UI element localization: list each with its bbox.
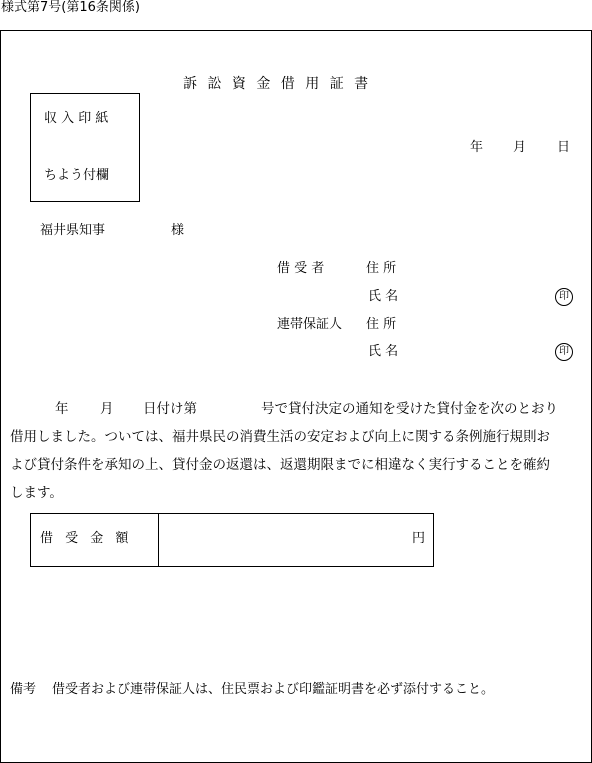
form-number-header: 様式第7号(第16条関係) xyxy=(1,0,140,15)
body-text-line2: 借用しました。ついては、福井県民の消費生活の安定および向上に関する条例施行規則お xyxy=(10,429,550,445)
stamp-label-line1: 収 入 印 紙 xyxy=(44,111,109,126)
guarantor-seal-mark: 印 xyxy=(555,343,573,361)
guarantor-name-label: 氏 名 xyxy=(368,344,399,359)
loan-amount-table xyxy=(30,513,434,567)
body-month-label: 月 xyxy=(100,401,114,417)
date-day-label: 日 xyxy=(557,140,571,155)
guarantor-label: 連帯保証人 xyxy=(277,317,343,332)
borrower-seal-mark: 印 xyxy=(555,288,573,306)
date-month-label: 月 xyxy=(513,140,527,155)
document-title: 訴 訟 資 金 借 用 証 書 xyxy=(183,76,372,92)
note-label: 備考 xyxy=(10,682,37,697)
body-year-label: 年 xyxy=(55,401,69,417)
borrower-address-label: 住 所 xyxy=(366,261,397,276)
addressee-honorific: 様 xyxy=(171,223,185,238)
borrower-label: 借 受 者 xyxy=(277,261,325,276)
body-text-line1: 号で貸付決定の通知を受けた貸付金を次のとおり xyxy=(261,401,558,417)
stamp-label-line2: ちよう付欄 xyxy=(44,168,110,183)
guarantor-address-label: 住 所 xyxy=(366,317,397,332)
body-text-line4: します。 xyxy=(10,485,63,501)
addressee-name: 福井県知事 xyxy=(40,223,106,238)
revenue-stamp-box xyxy=(30,93,140,202)
body-text-line3: よび貸付条件を承知の上、貸付金の返還は、返還期限までに相違なく実行することを確約 xyxy=(10,457,550,473)
body-date-number-label: 日付け第 xyxy=(143,401,197,417)
note-text: 借受者および連帯保証人は、住民票および印鑑証明書を必ず添付すること。 xyxy=(52,682,495,697)
loan-amount-divider xyxy=(158,514,159,566)
borrower-name-label: 氏 名 xyxy=(368,289,399,304)
date-year-label: 年 xyxy=(470,140,484,155)
loan-amount-label: 借 受 金 額 xyxy=(40,531,133,546)
loan-amount-unit: 円 xyxy=(412,531,426,546)
